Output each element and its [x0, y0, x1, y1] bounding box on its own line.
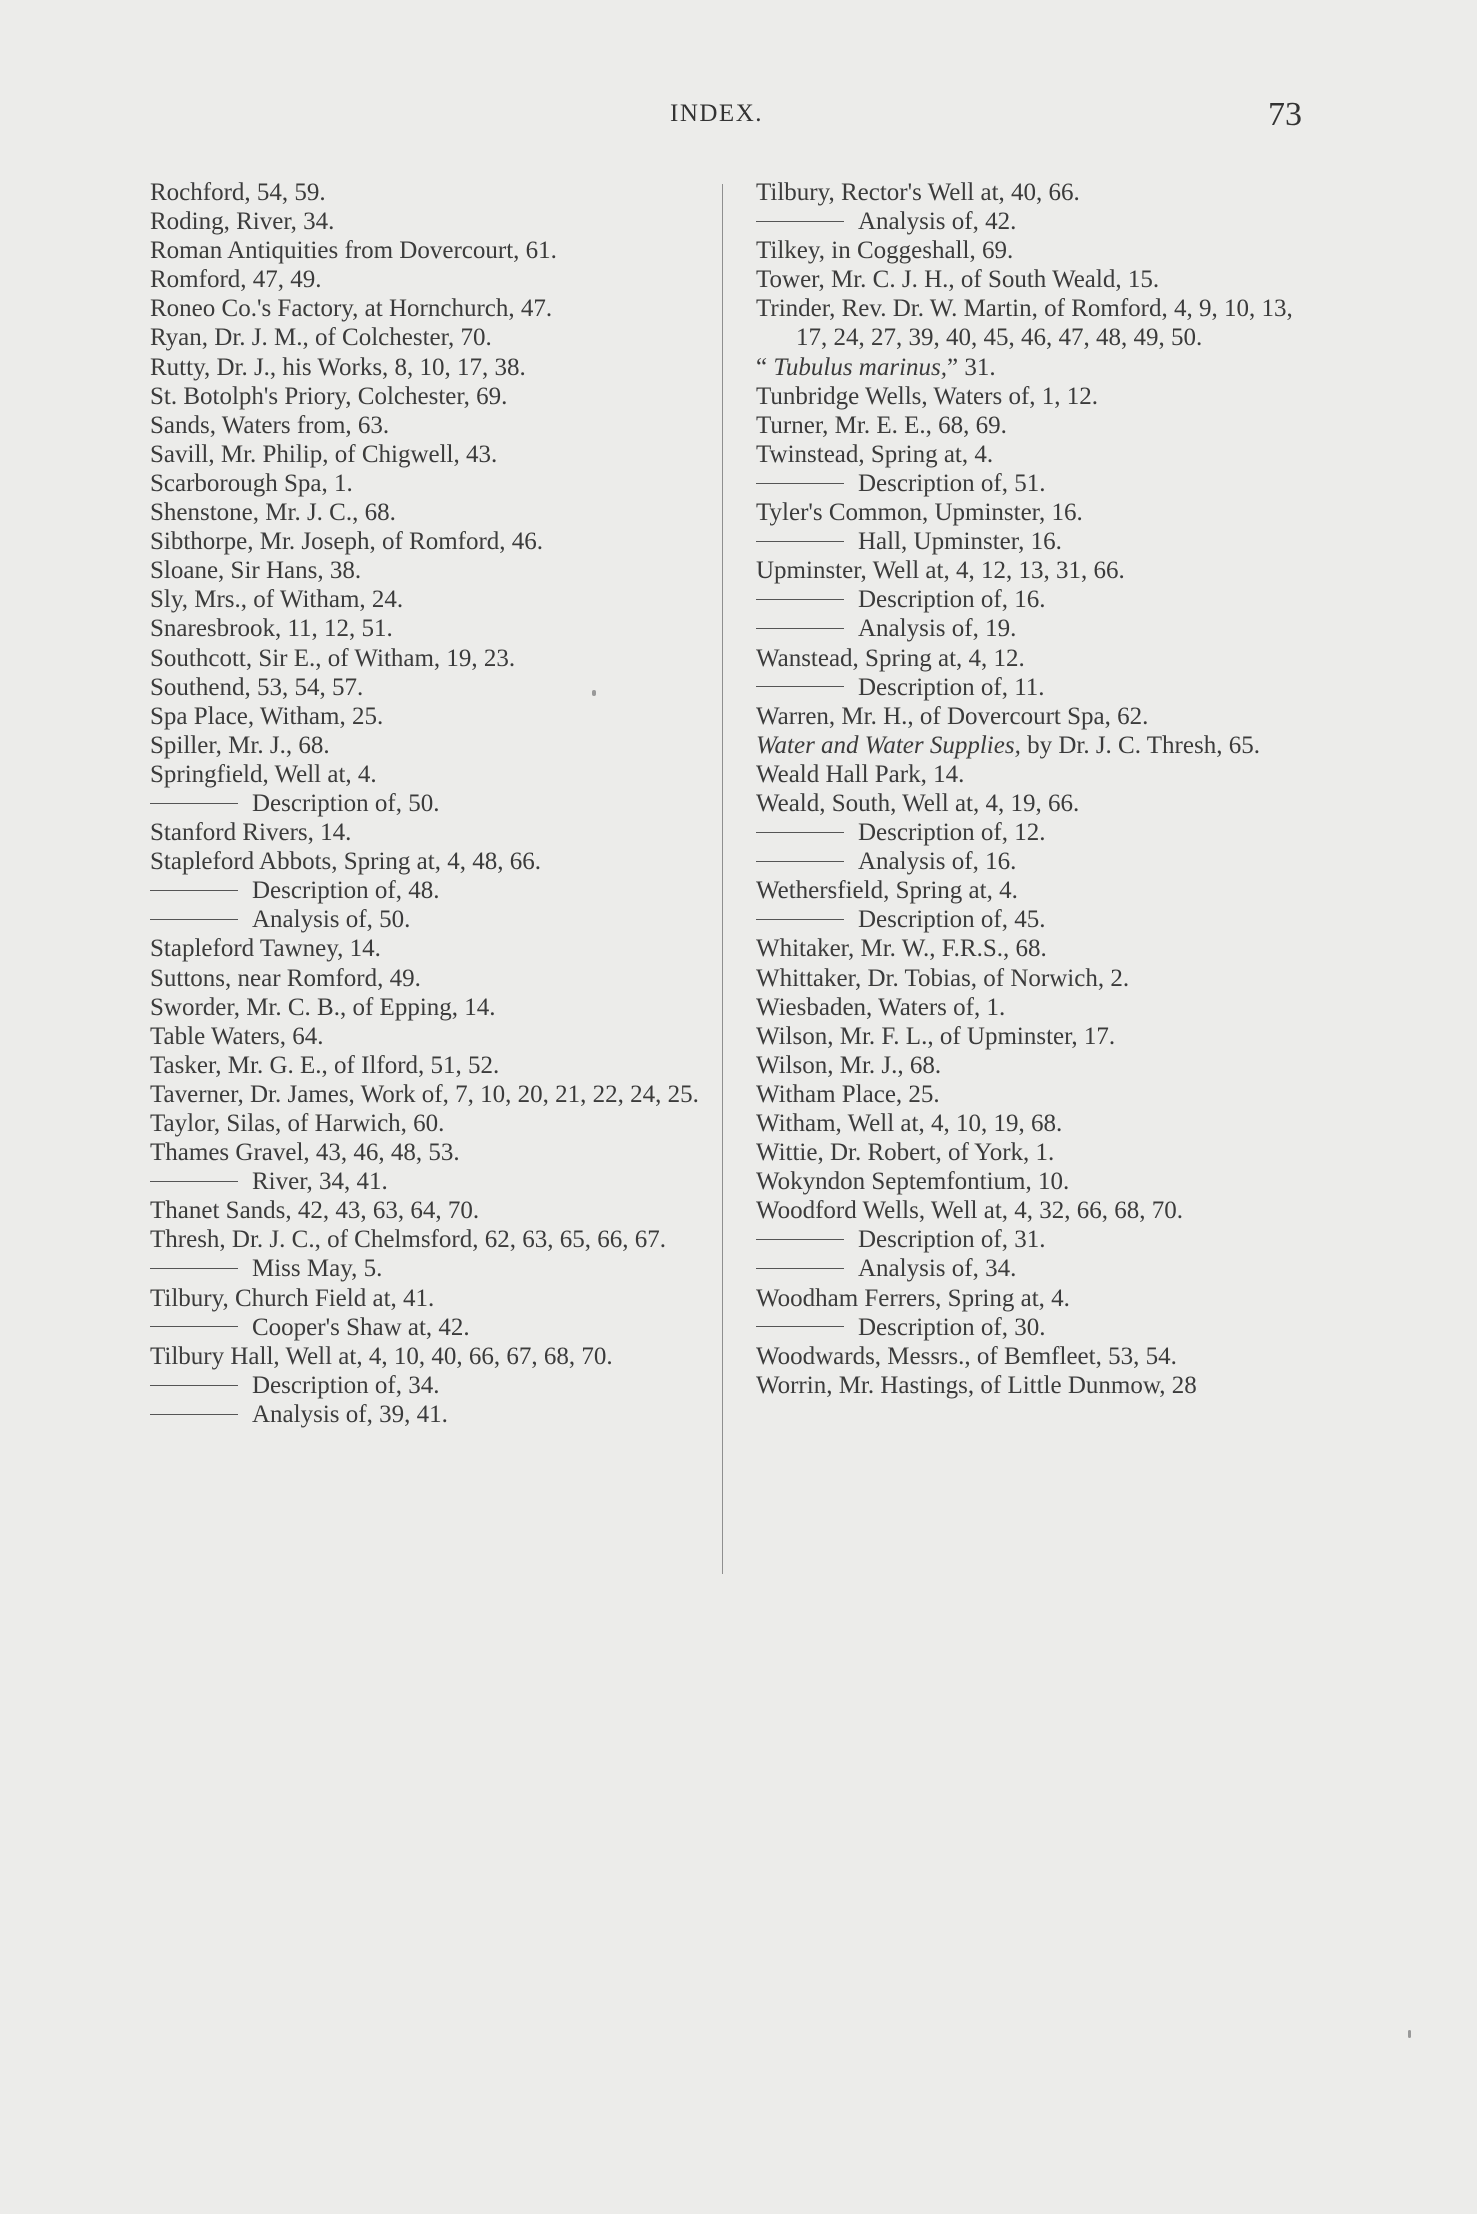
entry-text: Thames Gravel, 43, 46, 48, 53. — [150, 1139, 460, 1167]
entry-text: Tilkey, in Coggeshall, 69. — [756, 237, 1014, 265]
index-entry — [756, 498, 1314, 527]
entry-text: Woodwards, Messrs., of Bemfleet, 53, 54. — [756, 1342, 1177, 1370]
entry-text: Tower, Mr. C. J. H., of South Weald, 15. — [756, 266, 1160, 294]
index-entry — [756, 789, 1314, 818]
index-entry — [150, 323, 708, 352]
entry-text: Sworder, Mr. C. B., of Epping, 14. — [150, 993, 496, 1021]
index-subentry — [756, 469, 1314, 498]
entry-text: Tunbridge Wells, Waters of, 1, 12. — [756, 382, 1099, 410]
entry-text: Taverner, Dr. James, Work of, 7, 10, 20, 21, 22, 24, 25. — [150, 1080, 699, 1108]
entry-text: Worrin, Mr. Hastings, of Little Dunmow, 28 — [756, 1371, 1197, 1399]
index-subentry — [756, 527, 1314, 556]
entry-text: Miss May, 5. — [252, 1255, 383, 1283]
ditto-dash — [150, 919, 238, 920]
entry-text: Thanet Sands, 42, 43, 63, 64, 70. — [150, 1197, 480, 1225]
index-entry — [756, 1138, 1314, 1167]
entry-text: Tasker, Mr. G. E., of Ilford, 51, 52. — [150, 1051, 500, 1079]
entry-text: St. Botolph's Priory, Colchester, 69. — [150, 382, 508, 410]
entry-text: Description of, 48. — [252, 877, 440, 905]
index-entry — [150, 934, 708, 963]
entry-text: Savill, Mr. Philip, of Chigwell, 43. — [150, 440, 498, 468]
index-entry — [150, 469, 708, 498]
index-entry — [150, 760, 708, 789]
index-entry — [756, 382, 1314, 411]
entry-text: Thresh, Dr. J. C., of Chelmsford, 62, 63, 65, 66, 67. — [150, 1226, 666, 1254]
index-entry — [150, 1284, 708, 1313]
index-entry — [150, 702, 708, 731]
index-subentry — [150, 1400, 708, 1429]
entry-text: Description of, 30. — [858, 1313, 1046, 1341]
entry-text: Wethersfield, Spring at, 4. — [756, 877, 1018, 905]
entry-text: Southend, 53, 54, 57. — [150, 673, 364, 701]
index-entry — [756, 236, 1314, 265]
entry-text: Table Waters, 64. — [150, 1022, 324, 1050]
entry-text: Snaresbrook, 11, 12, 51. — [150, 615, 393, 643]
index-entry — [150, 294, 708, 323]
entry-text: Ryan, Dr. J. M., of Colchester, 70. — [150, 324, 492, 352]
entry-text: Sloane, Sir Hans, 38. — [150, 557, 362, 585]
index-entry — [756, 294, 1314, 352]
index-entry — [150, 1051, 708, 1080]
entry-text: Tilbury, Rector's Well at, 40, 66. — [756, 179, 1080, 206]
entry-text: Weald, South, Well at, 4, 19, 66. — [756, 789, 1080, 817]
ditto-dash — [756, 483, 844, 484]
index-entry — [150, 178, 708, 207]
entry-text: Roneo Co.'s Factory, at Hornchurch, 47. — [150, 295, 553, 323]
index-entry — [150, 1022, 708, 1051]
ditto-dash — [150, 890, 238, 891]
index-entry — [150, 440, 708, 469]
index-entry — [150, 1196, 708, 1225]
index-entry — [756, 1109, 1314, 1138]
entry-text: Stapleford Tawney, 14. — [150, 935, 381, 963]
index-entry — [756, 934, 1314, 963]
index-subentry — [756, 614, 1314, 643]
entry-text: Wilson, Mr. J., 68. — [756, 1051, 942, 1079]
entry-text: “ Tubulus marinus,” 31. — [756, 353, 996, 381]
ditto-dash — [150, 1181, 238, 1182]
entry-text: Witham Place, 25. — [756, 1080, 940, 1108]
entry-text: Description of, 16. — [858, 586, 1046, 614]
entry-text: Analysis of, 19. — [858, 615, 1017, 643]
entry-text: Tilbury, Church Field at, 41. — [150, 1284, 435, 1312]
entry-text: Wilson, Mr. F. L., of Upminster, 17. — [756, 1022, 1116, 1050]
entry-text: Twinstead, Spring at, 4. — [756, 440, 994, 468]
ditto-dash — [756, 1268, 844, 1269]
index-subentry — [150, 1371, 708, 1400]
entry-text: Analysis of, 50. — [252, 906, 411, 934]
entry-text: Description of, 11. — [858, 673, 1045, 701]
entry-text: Woodham Ferrers, Spring at, 4. — [756, 1284, 1070, 1312]
entry-text: Southcott, Sir E., of Witham, 19, 23. — [150, 644, 516, 672]
index-entry — [150, 1342, 708, 1371]
entry-text: Weald Hall Park, 14. — [756, 760, 965, 788]
entry-text: Whitaker, Mr. W., F.R.S., 68. — [756, 935, 1047, 963]
ditto-dash — [756, 832, 844, 833]
ditto-dash — [756, 541, 844, 542]
index-entry — [150, 411, 708, 440]
index-entry — [756, 440, 1314, 469]
index-entry — [756, 644, 1314, 673]
entry-text: Springfield, Well at, 4. — [150, 760, 377, 788]
running-header: INDEX. — [670, 100, 764, 127]
index-entry — [756, 556, 1314, 585]
entry-text: Cooper's Shaw at, 42. — [252, 1313, 470, 1341]
index-subentry — [756, 585, 1314, 614]
ditto-dash — [150, 1326, 238, 1327]
entry-text: Witham, Well at, 4, 10, 19, 68. — [756, 1110, 1063, 1137]
entry-text: Rutty, Dr. J., his Works, 8, 10, 17, 38. — [150, 353, 526, 381]
entry-text: Water and Water Supplies, by Dr. J. C. Thresh, 65. — [756, 731, 1260, 759]
ditto-dash — [150, 803, 238, 804]
index-entry — [756, 265, 1314, 294]
ditto-dash — [756, 221, 844, 222]
index-subentry — [756, 1254, 1314, 1283]
entry-text: Stanford Rivers, 14. — [150, 819, 352, 847]
page-number: 73 — [1268, 96, 1302, 133]
entry-text: Wiesbaden, Waters of, 1. — [756, 993, 1006, 1021]
entry-text: Description of, 31. — [858, 1226, 1046, 1254]
entry-text: Spiller, Mr. J., 68. — [150, 731, 330, 759]
entry-text: Description of, 50. — [252, 789, 440, 817]
entry-text: Sands, Waters from, 63. — [150, 411, 390, 439]
entry-text: Wittie, Dr. Robert, of York, 1. — [756, 1139, 1055, 1167]
entry-text: Description of, 12. — [858, 819, 1046, 847]
entry-text: Stapleford Abbots, Spring at, 4, 48, 66. — [150, 848, 541, 876]
entry-text: Whittaker, Dr. Tobias, of Norwich, 2. — [756, 964, 1130, 992]
entry-text: Description of, 51. — [858, 469, 1046, 497]
index-entry — [150, 353, 708, 382]
index-subentry — [756, 847, 1314, 876]
index-entry — [756, 1022, 1314, 1051]
index-entry — [150, 644, 708, 673]
entry-text: Wanstead, Spring at, 4, 12. — [756, 644, 1025, 672]
index-entry — [150, 498, 708, 527]
index-entry — [150, 847, 708, 876]
index-column-right — [756, 178, 1314, 1400]
entry-text: Warren, Mr. H., of Dovercourt Spa, 62. — [756, 702, 1149, 730]
index-entry — [150, 673, 708, 702]
entry-text: Tyler's Common, Upminster, 16. — [756, 499, 1083, 527]
index-subentry — [150, 905, 708, 934]
entry-text: Turner, Mr. E. E., 68, 69. — [756, 411, 1007, 439]
index-entry — [150, 731, 708, 760]
index-entry — [756, 353, 1314, 382]
index-subentry — [150, 1254, 708, 1283]
ditto-dash — [756, 599, 844, 600]
paper-speck — [592, 690, 596, 696]
entry-text: Trinder, Rev. Dr. W. Martin, of Romford, 4, 9, 10, 13, 17, 24, 27, 39, 40, 45, 46, 47, 48, 49, 50. — [756, 295, 1293, 352]
index-column-left — [150, 178, 708, 1429]
entry-text: Wokyndon Septemfontium, 10. — [756, 1168, 1070, 1196]
index-subentry — [150, 789, 708, 818]
column-divider — [722, 184, 723, 1574]
ditto-dash — [756, 628, 844, 629]
ditto-dash — [756, 1326, 844, 1327]
index-entry — [756, 178, 1314, 207]
entry-text: Analysis of, 42. — [858, 208, 1017, 236]
index-subentry — [756, 905, 1314, 934]
entry-text: Analysis of, 34. — [858, 1255, 1017, 1283]
entry-text: Shenstone, Mr. J. C., 68. — [150, 499, 396, 527]
index-entry — [150, 614, 708, 643]
index-entry — [756, 1167, 1314, 1196]
index-entry — [756, 1284, 1314, 1313]
entry-text: Sly, Mrs., of Witham, 24. — [150, 586, 404, 614]
index-subentry — [756, 673, 1314, 702]
index-entry — [150, 556, 708, 585]
index-subentry — [756, 207, 1314, 236]
index-entry — [756, 760, 1314, 789]
index-entry — [150, 382, 708, 411]
entry-text: Sibthorpe, Mr. Joseph, of Romford, 46. — [150, 528, 544, 556]
entry-text: Rochford, 54, 59. — [150, 179, 326, 206]
entry-text: Romford, 47, 49. — [150, 266, 322, 294]
index-entry — [756, 993, 1314, 1022]
ditto-dash — [756, 686, 844, 687]
entry-text: Hall, Upminster, 16. — [858, 528, 1062, 556]
index-entry — [756, 411, 1314, 440]
index-subentry — [756, 1313, 1314, 1342]
ditto-dash — [756, 861, 844, 862]
index-entry — [150, 1109, 708, 1138]
entry-text: Upminster, Well at, 4, 12, 13, 31, 66. — [756, 557, 1125, 585]
index-entry — [756, 702, 1314, 731]
paper-speck — [1408, 2030, 1411, 2038]
entry-text: Spa Place, Witham, 25. — [150, 702, 384, 730]
index-subentry — [150, 876, 708, 905]
ditto-dash — [150, 1385, 238, 1386]
entry-text: Tilbury Hall, Well at, 4, 10, 40, 66, 67, 68, 70. — [150, 1342, 613, 1370]
index-entry — [150, 1225, 708, 1254]
ditto-dash — [150, 1268, 238, 1269]
index-entry — [756, 731, 1314, 760]
index-entry — [756, 1371, 1314, 1400]
entry-text: Roding, River, 34. — [150, 208, 335, 236]
index-entry — [756, 964, 1314, 993]
index-entry — [756, 1051, 1314, 1080]
index-entry — [756, 1342, 1314, 1371]
entry-text: River, 34, 41. — [252, 1168, 388, 1196]
index-entry — [756, 876, 1314, 905]
index-entry — [150, 818, 708, 847]
index-entry — [150, 265, 708, 294]
ditto-dash — [756, 1239, 844, 1240]
entry-text: Suttons, near Romford, 49. — [150, 964, 421, 992]
ditto-dash — [756, 919, 844, 920]
index-subentry — [756, 818, 1314, 847]
index-subentry — [150, 1167, 708, 1196]
ditto-dash — [150, 1414, 238, 1415]
entry-text: Analysis of, 39, 41. — [252, 1400, 448, 1428]
index-entry — [756, 1080, 1314, 1109]
index-entry — [150, 585, 708, 614]
index-entry — [150, 236, 708, 265]
index-entry — [150, 964, 708, 993]
entry-text: Taylor, Silas, of Harwich, 60. — [150, 1110, 445, 1137]
entry-text: Scarborough Spa, 1. — [150, 469, 353, 497]
index-entry — [150, 993, 708, 1022]
index-entry — [756, 1196, 1314, 1225]
entry-text: Roman Antiquities from Dovercourt, 61. — [150, 237, 557, 265]
entry-text: Description of, 34. — [252, 1371, 440, 1399]
entry-text: Description of, 45. — [858, 906, 1046, 934]
index-entry — [150, 527, 708, 556]
entry-text: Analysis of, 16. — [858, 848, 1017, 876]
index-entry — [150, 1080, 708, 1109]
index-entry — [150, 1138, 708, 1167]
index-subentry — [150, 1313, 708, 1342]
index-entry — [150, 207, 708, 236]
entry-text: Woodford Wells, Well at, 4, 32, 66, 68, 70. — [756, 1197, 1184, 1225]
index-subentry — [756, 1225, 1314, 1254]
